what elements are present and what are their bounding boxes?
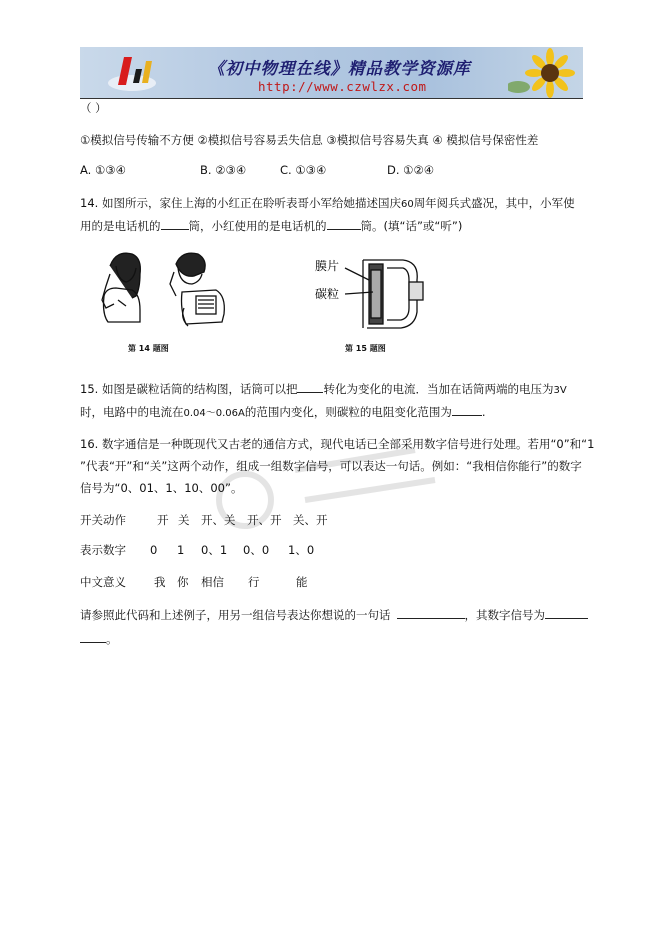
logo-icon xyxy=(102,47,172,98)
q16-text-a: 请参照此代码和上述例子，用另一组信号表达你想说的一句话 xyxy=(80,608,391,622)
row-action-item: 开 xyxy=(157,513,169,527)
q13-option-a[interactable]: A. ①③④ xyxy=(80,163,126,177)
banner-url[interactable]: http://www.czwlzx.com xyxy=(258,79,427,94)
q14-text-b: 周年阅兵式盛况，其中，小军使 xyxy=(413,196,575,210)
q16-text-b: ，其数字信号为 xyxy=(464,608,545,622)
row-meaning-item: 能 xyxy=(296,575,308,589)
q14-blank-1[interactable] xyxy=(161,218,189,230)
q13-option-b[interactable]: B. ②③④ xyxy=(200,163,247,177)
row-digit-item: 0、1 xyxy=(201,543,228,557)
row-action-item: 关 xyxy=(178,513,190,527)
figure-14-phone-call xyxy=(96,248,236,330)
sunflower-icon xyxy=(508,47,583,98)
q16-line3: 信号为“0、01、1、10、00”。 xyxy=(80,481,243,495)
label-membrane: 膜片 xyxy=(315,259,340,273)
row-meaning-item: 你 xyxy=(177,575,189,589)
header-rule xyxy=(80,98,583,99)
row-action-item: 关、开 xyxy=(293,513,328,527)
q16-final-line xyxy=(80,607,588,622)
q14-blank-2[interactable] xyxy=(327,218,361,230)
figure-15-carbon-microphone xyxy=(305,250,430,330)
q16-text-end: 。 xyxy=(106,632,118,646)
q15-line1 xyxy=(80,381,567,398)
header-banner xyxy=(80,47,583,98)
q14-number: 60 xyxy=(400,199,414,210)
q15-blank-1[interactable] xyxy=(297,381,323,393)
q16-blank-sentence[interactable] xyxy=(397,607,465,619)
row-meaning-item: 相信 xyxy=(201,575,224,589)
q14-text-c: 用的是电话机的 xyxy=(80,219,161,233)
row-action-label: 开关动作 xyxy=(80,513,126,527)
banner-title: 《初中物理在线》精品教学资源库 xyxy=(208,59,471,78)
row-meaning-item: 我 xyxy=(154,575,166,589)
q13-statements: ①模拟信号传输不方便 ②模拟信号容易丢失信息 ③模拟信号容易失真 ④ 模拟信号保密性差 xyxy=(80,133,539,147)
row-action-item: 开、关 xyxy=(201,513,236,527)
row-digit-item: 0、0 xyxy=(243,543,270,557)
q15-line2 xyxy=(80,404,486,421)
row-digit-item: 1、0 xyxy=(288,543,315,557)
row-digit-label: 表示数字 xyxy=(80,543,126,557)
figure-15-caption: 第 15 题图 xyxy=(345,344,386,353)
q13-option-c[interactable]: C. ①③④ xyxy=(280,163,327,177)
q14-line1 xyxy=(80,196,575,212)
q15-text-c: 时，电路中的电流在 xyxy=(80,405,184,419)
q15-text-a: 15. 如图是碳粒话筒的结构图，话筒可以把 xyxy=(80,382,298,396)
row-meaning-label: 中文意义 xyxy=(80,575,126,589)
row-action-item: 开、开 xyxy=(247,513,282,527)
q16-line1: 16. 数字通信是一种既现代又古老的通信方式，现代电话已全部采用数字信号进行处理。若用“0”和“1 xyxy=(80,437,595,451)
q15-voltage: 3V xyxy=(553,385,567,396)
q13-option-d[interactable]: D. ①②④ xyxy=(387,163,435,177)
q16-final-line-2 xyxy=(80,631,118,646)
q15-text-b: 转化为变化的电流．当加在话筒两端的电压为 xyxy=(323,382,554,396)
q16-line2: ”代表“开”和“关”这两个动作，组成一组数字信号，可以表达一句话。例如：“我相信你能行”的数字 xyxy=(80,459,582,473)
row-digit-item: 0 xyxy=(150,543,158,557)
row-meaning-item: 行 xyxy=(248,575,260,589)
answer-paren: （ ） xyxy=(80,101,107,115)
q14-text-e: 筒。(填“话”或“听”) xyxy=(360,219,463,233)
q14-text-a: 14. 如图所示，家住上海的小红正在聆听表哥小军给她描述国庆 xyxy=(80,196,401,210)
row-digit-item: 1 xyxy=(177,543,185,557)
q14-text-d: 筒，小红使用的是电话机的 xyxy=(188,219,327,233)
q16-blank-code-1[interactable] xyxy=(545,607,588,619)
figure-14-caption: 第 14 题图 xyxy=(128,344,169,353)
q15-blank-2[interactable] xyxy=(452,404,482,416)
q14-line2 xyxy=(80,218,462,233)
q15-current-range: 0.04～0.06A xyxy=(183,408,245,419)
q15-text-e: . xyxy=(481,405,486,419)
q15-text-d: 的范围内变化，则碳粒的电阻变化范围为 xyxy=(244,405,452,419)
q16-blank-code-2[interactable] xyxy=(80,631,106,643)
label-carbon: 碳粒 xyxy=(315,287,340,301)
